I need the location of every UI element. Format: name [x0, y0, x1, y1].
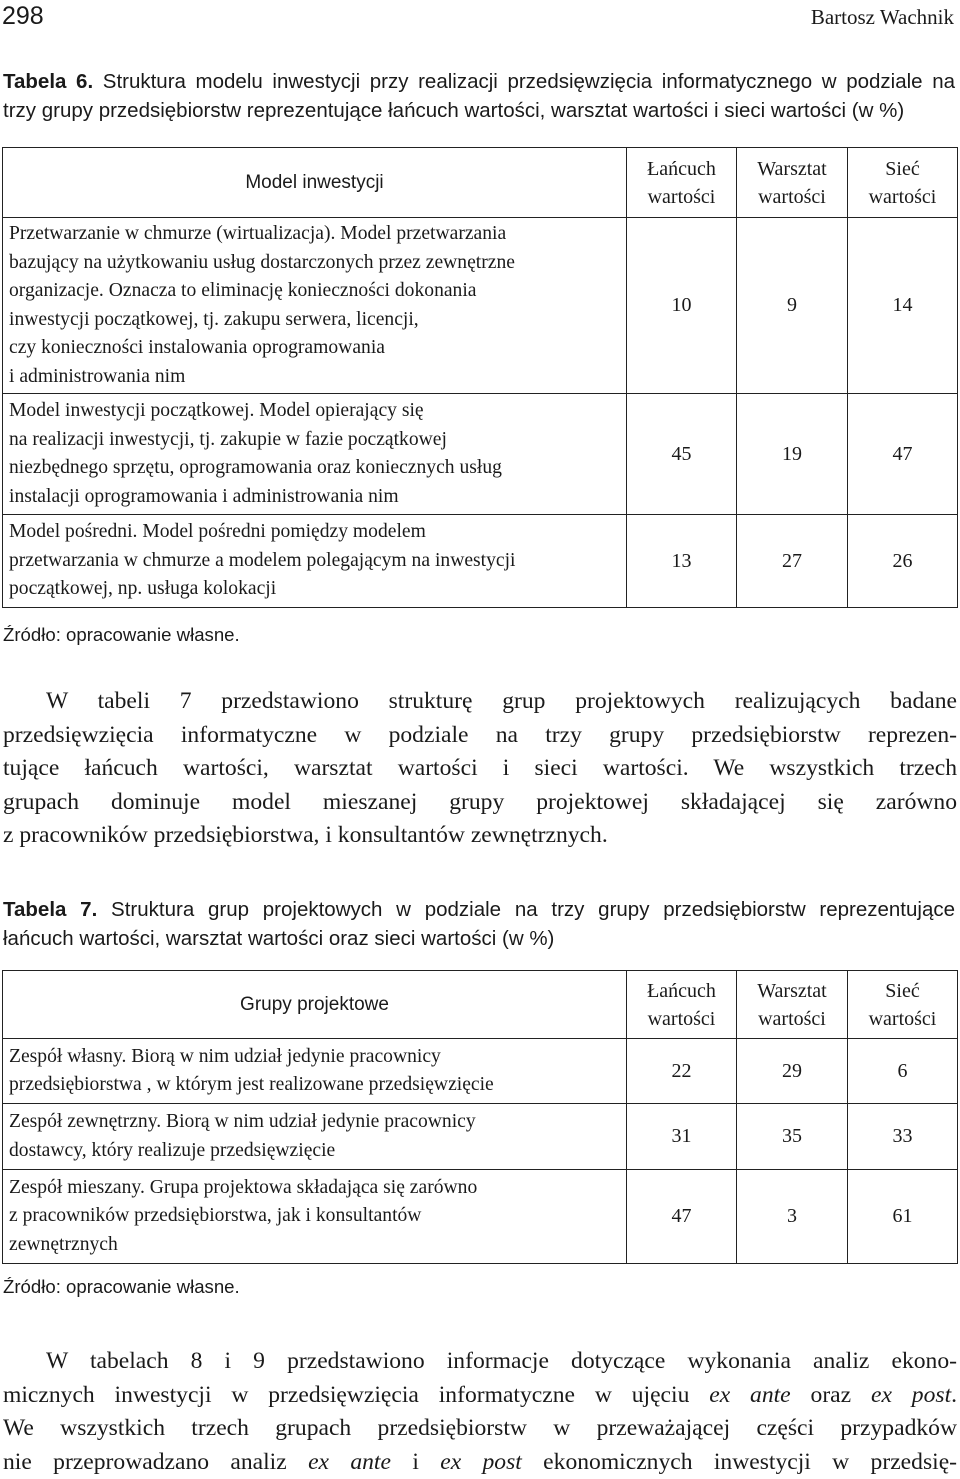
table6-header-row: [3, 148, 958, 218]
table6-source: Źródło: opracowanie własne.: [3, 624, 240, 646]
page-number: 298: [2, 2, 44, 31]
table6-caption-text1: Struktura modelu inwestycji przy realizacji przedsięwzięcia informatycznego w podziale na: [103, 70, 955, 93]
paragraph-1-line: z pracowników przedsiębiorstwa, i konsultantów zewnętrznych.: [3, 819, 957, 853]
paragraph-1-line: tujące łańcuch wartości, warsztat wartości i sieci wartości. We wszystkich trzech: [3, 752, 957, 786]
table6-row2-siec: 47: [848, 394, 958, 515]
paragraph-2-line: nie przeprowadzano analiz ex ante i ex post ekonomicznych inwestycji w przedsię-: [3, 1446, 957, 1479]
table6-row1-lancuch: 10: [627, 218, 737, 394]
table6-label: Tabela 6.: [3, 70, 93, 93]
table6-caption-line1: [3, 67, 955, 96]
table7-header-siec: Sieć wartości: [848, 971, 958, 1039]
table6-row2-lancuch: 45: [627, 394, 737, 515]
table7-row2-lancuch: 31: [627, 1104, 737, 1170]
table7-header-row: [3, 971, 958, 1039]
table6: [2, 147, 958, 608]
table6-header-description: Model inwestycji: [3, 148, 627, 218]
table-row: [3, 1104, 958, 1170]
table7-source: Źródło: opracowanie własne.: [3, 1276, 240, 1298]
paragraph-2: [3, 1345, 957, 1479]
paragraph-2-line: W tabelach 8 i 9 przedstawiono informacje dotyczące wykonania analiz ekono-: [3, 1345, 957, 1379]
table7-caption-text1: Struktura grup projektowych w podziale na trzy grupy przedsiębiorstw reprezentujące: [111, 898, 955, 921]
table6-header-siec: Sieć wartości: [848, 148, 958, 218]
table7-row3-description: Zespół mieszany. Grupa projektowa składająca się zarówno z pracowników przedsiębiorstwa, jak i konsultantów zewnętrznych: [3, 1170, 627, 1264]
table6-row3-warsztat: 27: [737, 515, 848, 608]
table7-row1-lancuch: 22: [627, 1039, 737, 1104]
paragraph-1-line: W tabeli 7 przedstawiono strukturę grup projektowych realizujących badane: [3, 685, 957, 719]
table6-row1-siec: 14: [848, 218, 958, 394]
table7-header-warsztat: Warsztat wartości: [737, 971, 848, 1039]
table-row: [3, 1039, 958, 1104]
table7-row2-siec: 33: [848, 1104, 958, 1170]
table-row: [3, 515, 958, 608]
table6-row1-description: Przetwarzanie w chmurze (wirtualizacja). Model przetwarzania bazujący na użytkowaniu usług dostarczonych przez zewnętrzne organizacje. Oznacza to eliminację konieczności dokonania inwestycji początkowej, tj. zakupu serwera, licencji, czy konieczności instalowania oprogramowania i administrowania nim: [3, 218, 627, 394]
table6-caption-line2: trzy grupy przedsiębiorstw reprezentujące łańcuch wartości, warsztat wartości i sieci wartości (w %): [3, 96, 904, 125]
table6-row2-description: Model inwestycji początkowej. Model opierający się na realizacji inwestycji, tj. zakupie w fazie początkowej niezbędnego sprzętu, oprogramowania oraz koniecznych usług instalacji oprogramowania i administrowania nim: [3, 394, 627, 515]
table-row: [3, 218, 958, 394]
table6-header-lancuch: Łańcuch wartości: [627, 148, 737, 218]
table7-row1-description: Zespół własny. Biorą w nim udział jedynie pracownicy przedsiębiorstwa , w którym jest realizowane przedsięwzięcie: [3, 1039, 627, 1104]
table7-row3-warsztat: 3: [737, 1170, 848, 1264]
paragraph-1-line: przedsięwzięcia informatyczne w podziale na trzy grupy przedsiębiorstw reprezen-: [3, 719, 957, 753]
table7-row1-warsztat: 29: [737, 1039, 848, 1104]
paragraph-1-line: grupach dominuje model mieszanej grupy projektowej składającej się zarówno: [3, 786, 957, 820]
running-header: [2, 0, 956, 36]
table7-row3-lancuch: 47: [627, 1170, 737, 1264]
table6-row2-warsztat: 19: [737, 394, 848, 515]
table6-row3-lancuch: 13: [627, 515, 737, 608]
table6-header-warsztat: Warsztat wartości: [737, 148, 848, 218]
table6-row3-siec: 26: [848, 515, 958, 608]
paragraph-2-line: micznych inwestycji w przedsięwzięcia informatyczne w ujęciu ex ante oraz ex post.: [3, 1379, 957, 1413]
table-row: [3, 394, 958, 515]
table7-caption-line2: łańcuch wartości, warsztat wartości oraz sieci wartości (w %): [3, 924, 554, 953]
table7-row2-description: Zespół zewnętrzny. Biorą w nim udział jedynie pracownicy dostawcy, który realizuje przedsięwzięcie: [3, 1104, 627, 1170]
paragraph-1: [3, 685, 957, 853]
table7-row3-siec: 61: [848, 1170, 958, 1264]
table6-row1-warsztat: 9: [737, 218, 848, 394]
table7-caption-line1: [3, 895, 955, 924]
table-row: [3, 1170, 958, 1264]
table7-row2-warsztat: 35: [737, 1104, 848, 1170]
table7-header-description: Grupy projektowe: [3, 971, 627, 1039]
paragraph-2-line: We wszystkich trzech grupach przedsiębiorstw w przeważającej części przypadków: [3, 1412, 957, 1446]
table7-header-lancuch: Łańcuch wartości: [627, 971, 737, 1039]
author-name: Bartosz Wachnik: [811, 5, 954, 30]
table7-row1-siec: 6: [848, 1039, 958, 1104]
table7: [2, 970, 958, 1264]
table6-row3-description: Model pośredni. Model pośredni pomiędzy modelem przetwarzania w chmurze a modelem polegającym na inwestycji początkowej, np. usługa kolokacji: [3, 515, 627, 608]
table7-label: Tabela 7.: [3, 898, 97, 921]
